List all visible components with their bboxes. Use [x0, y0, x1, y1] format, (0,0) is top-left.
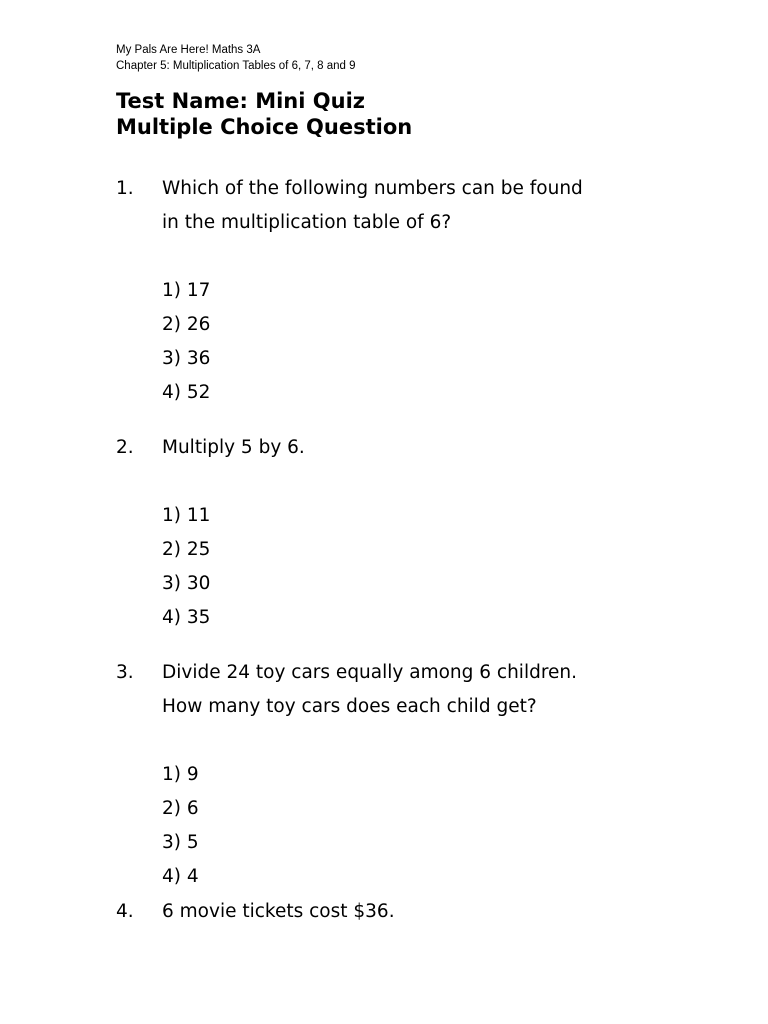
- answer-option[interactable]: 2) 26: [162, 314, 211, 335]
- chapter-title: Chapter 5: Multiplication Tables of 6, 7, 8 and 9: [116, 60, 356, 72]
- book-title: My Pals Are Here! Maths 3A: [116, 44, 261, 56]
- test-name: Test Name: Mini Quiz: [116, 89, 365, 113]
- answer-option[interactable]: 2) 25: [162, 539, 211, 560]
- question-type: Multiple Choice Question: [116, 115, 413, 139]
- answer-option[interactable]: 1) 17: [162, 280, 211, 301]
- question-text: How many toy cars does each child get?: [162, 696, 537, 717]
- answer-option[interactable]: 4) 35: [162, 607, 211, 628]
- question-text: in the multiplication table of 6?: [162, 212, 452, 233]
- question-text: 6 movie tickets cost $36.: [162, 901, 395, 922]
- question-number: 1.: [116, 178, 134, 199]
- question-text: Multiply 5 by 6.: [162, 437, 305, 458]
- question-number: 2.: [116, 437, 134, 458]
- answer-option[interactable]: 2) 6: [162, 798, 199, 819]
- answer-option[interactable]: 3) 5: [162, 832, 199, 853]
- question-text: Which of the following numbers can be found: [162, 178, 583, 199]
- answer-option[interactable]: 4) 4: [162, 866, 199, 887]
- answer-option[interactable]: 3) 30: [162, 573, 211, 594]
- answer-option[interactable]: 4) 52: [162, 382, 211, 403]
- answer-option[interactable]: 1) 11: [162, 505, 211, 526]
- answer-option[interactable]: 1) 9: [162, 764, 199, 785]
- question-text: Divide 24 toy cars equally among 6 children.: [162, 662, 578, 683]
- answer-option[interactable]: 3) 36: [162, 348, 211, 369]
- question-number: 3.: [116, 662, 134, 683]
- question-number: 4.: [116, 901, 134, 922]
